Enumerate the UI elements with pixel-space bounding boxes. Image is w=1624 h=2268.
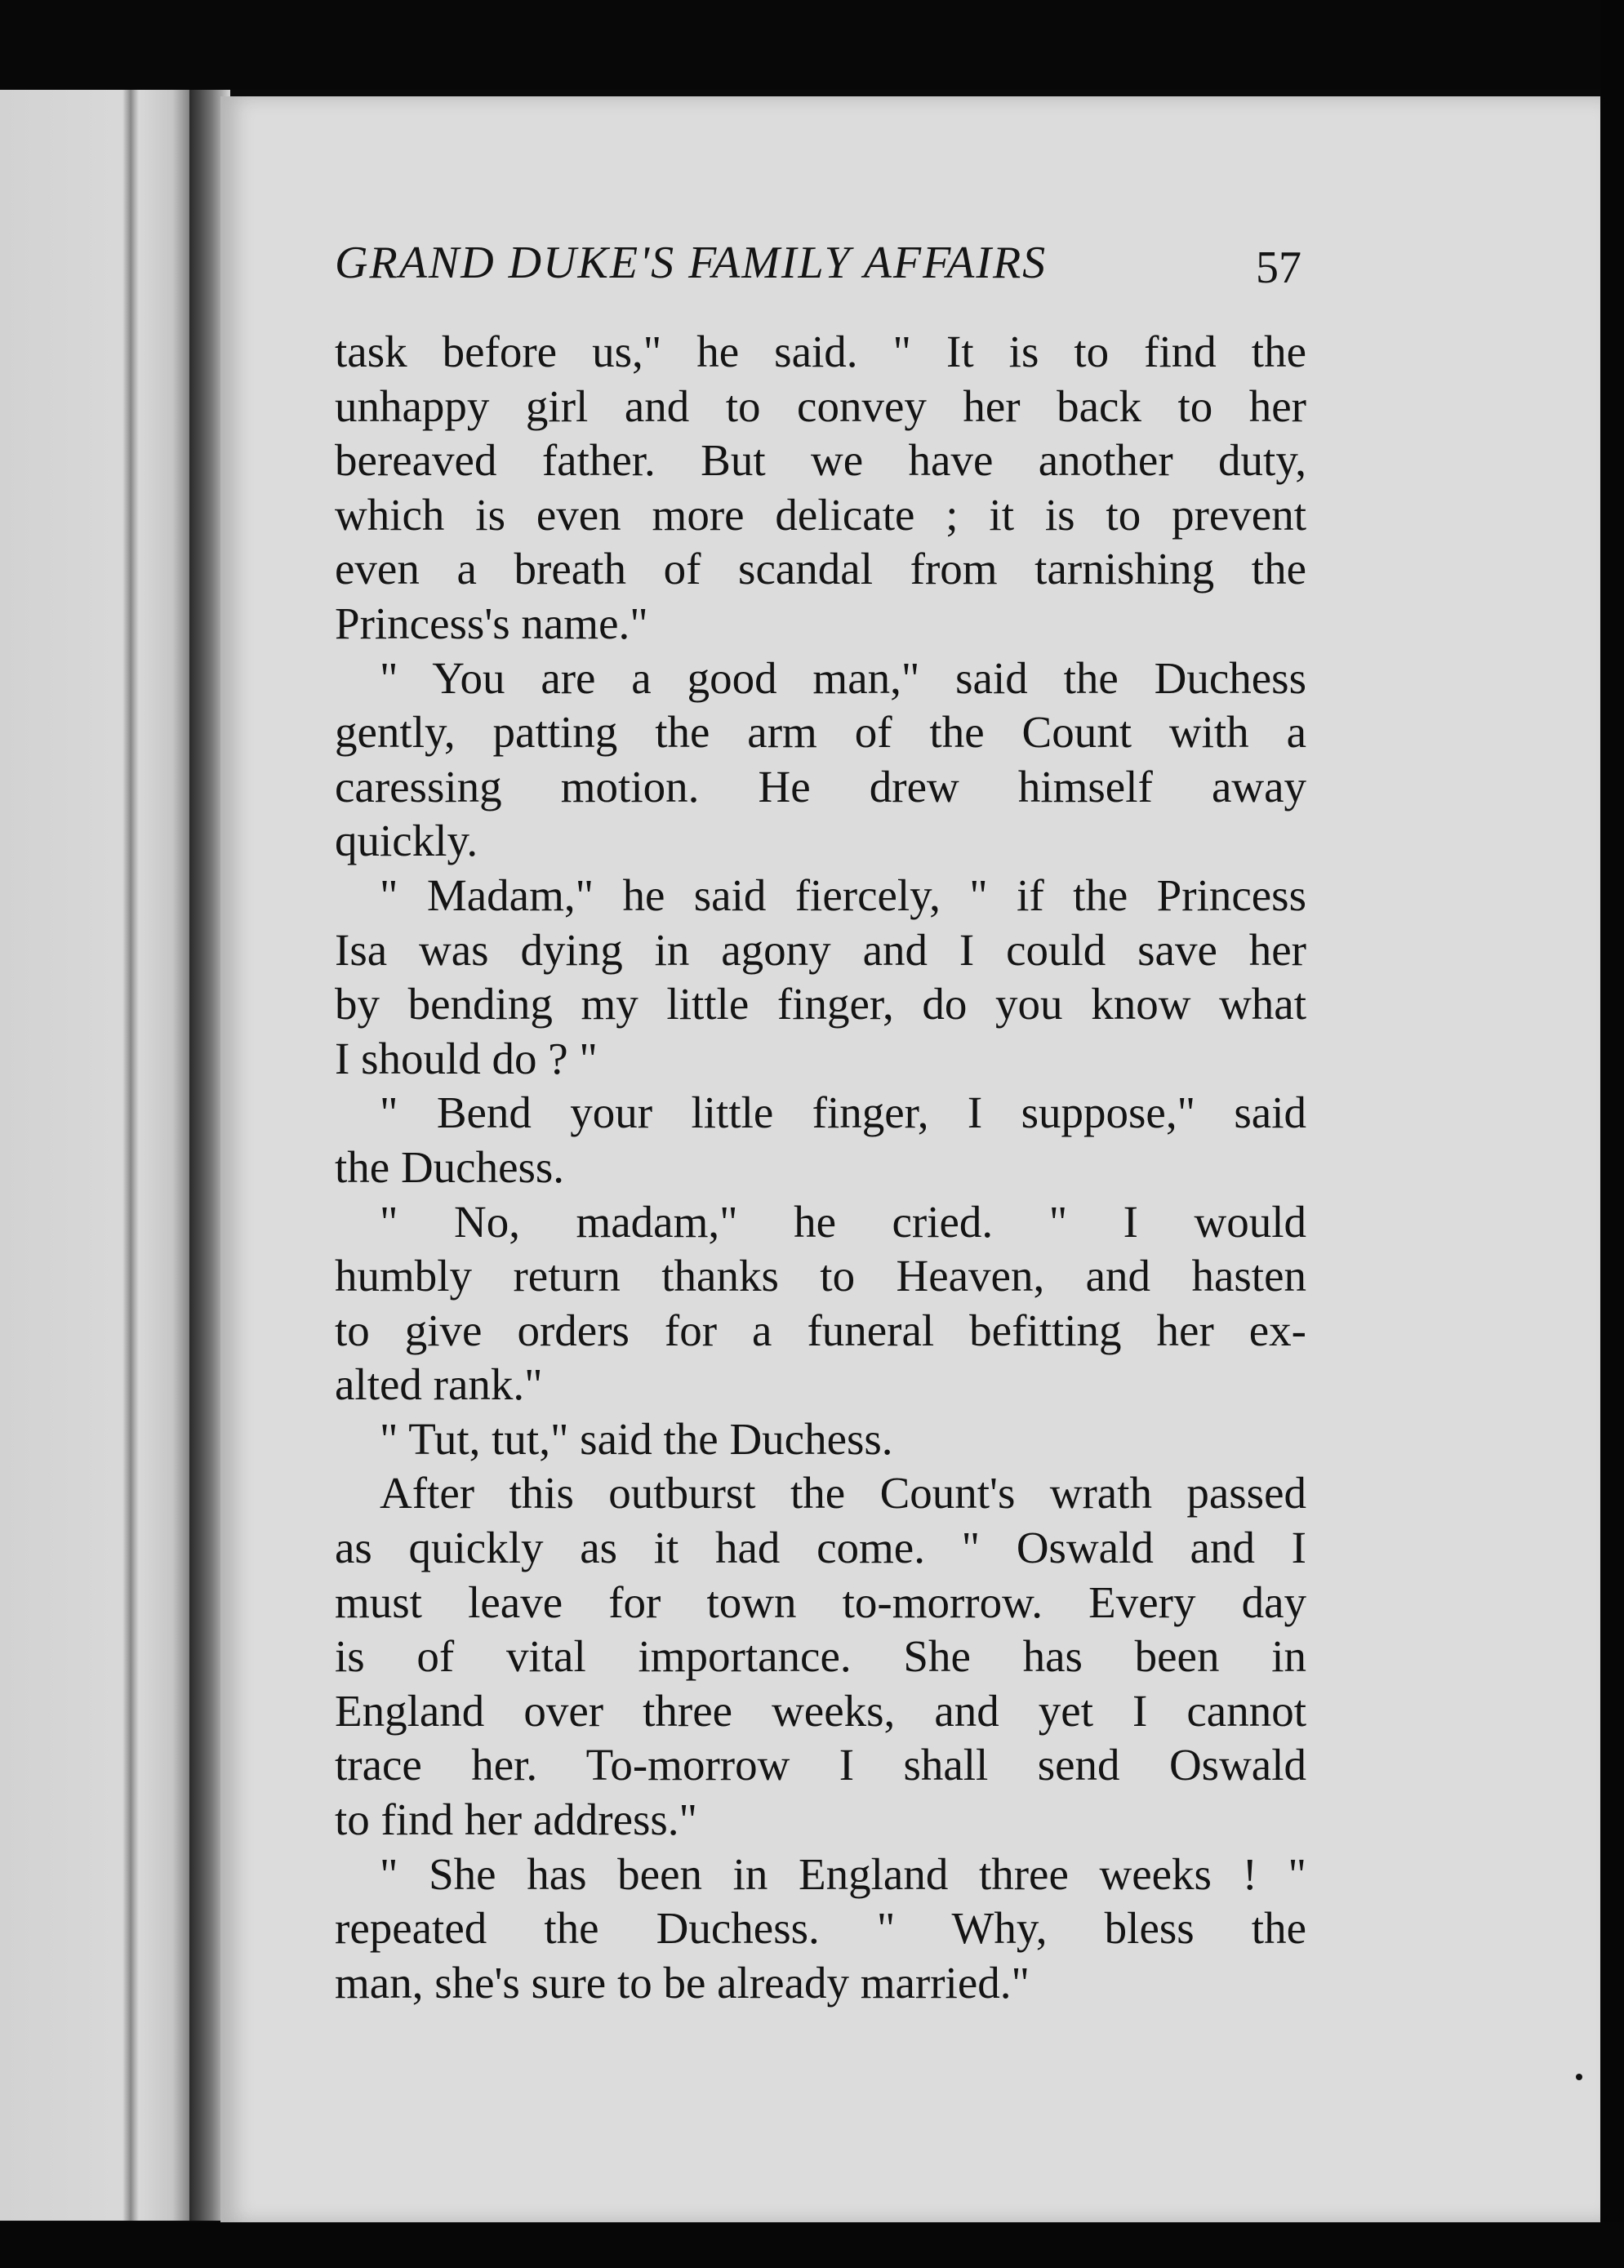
text-line: humbly return thanks to Heaven, and hasten [335,1251,1306,1301]
text-line: " No, madam," he cried. " I would [380,1196,1306,1247]
facing-page-shadow [122,90,139,2221]
text-line: by bending my little finger, do you know what [335,979,1306,1029]
scan-speck [1576,2074,1582,2080]
text-line: task before us," he said. " It is to find the [335,327,1306,376]
body-text [335,325,1306,2010]
text-line: trace her. To-morrow I shall send Oswald [335,1740,1306,1790]
text-line: I should do ? " [335,1033,598,1083]
text-line: quickly. [335,816,478,866]
running-title: GRAND DUKE'S FAMILY AFFAIRS [335,238,1048,288]
text-line: " She has been in England three weeks ! " [380,1848,1306,1899]
scan-bottom-border [0,2222,1624,2268]
text-line: Princess's name." [335,598,648,648]
text-line: which is even more delicate ; it is to prevent [335,489,1306,540]
text-line: to give orders for a funeral befitting her ex- [335,1305,1306,1355]
text-line: man, she's sure to be already married." [335,1957,1030,2008]
text-line: " You are a good man," said the Duchess [380,652,1306,703]
text-line: " Tut, tut," said the Duchess. [380,1413,893,1464]
text-line: to find her address." [335,1794,698,1845]
text-line: even a breath of scandal from tarnishing the [335,544,1306,594]
text-line: unhappy girl and to convey her back to her [335,380,1306,431]
text-line: as quickly as it had come. " Oswald and I [335,1523,1306,1573]
text-line: " Madam," he said fiercely, " if the Princess [380,869,1306,920]
scan-top-border [0,0,1624,90]
running-header [335,237,1315,310]
facing-page-edge [0,90,196,2221]
text-line: repeated the Duchess. " Why, bless the [335,1903,1306,1954]
text-line: " Bend your little finger, I suppose," said [380,1087,1306,1138]
text-line: is of vital importance. She has been in [335,1631,1306,1682]
text-line: gently, patting the arm of the Count with a [335,707,1306,758]
text-line: England over three weeks, and yet I cannot [335,1685,1306,1736]
text-line: After this outburst the Count's wrath passed [380,1468,1306,1519]
text-line: alted rank." [335,1359,543,1410]
text-line: bereaved father. But we have another duty, [335,435,1306,486]
scan-right-border [1600,0,1624,2268]
page-number: 57 [1256,242,1301,293]
text-line: Isa was dying in agony and I could save her [335,924,1306,975]
text-line: caressing motion. He drew himself away [335,761,1306,812]
text-line: the Duchess. [335,1141,565,1192]
text-line: must leave for town to-morrow. Every day [335,1576,1306,1627]
